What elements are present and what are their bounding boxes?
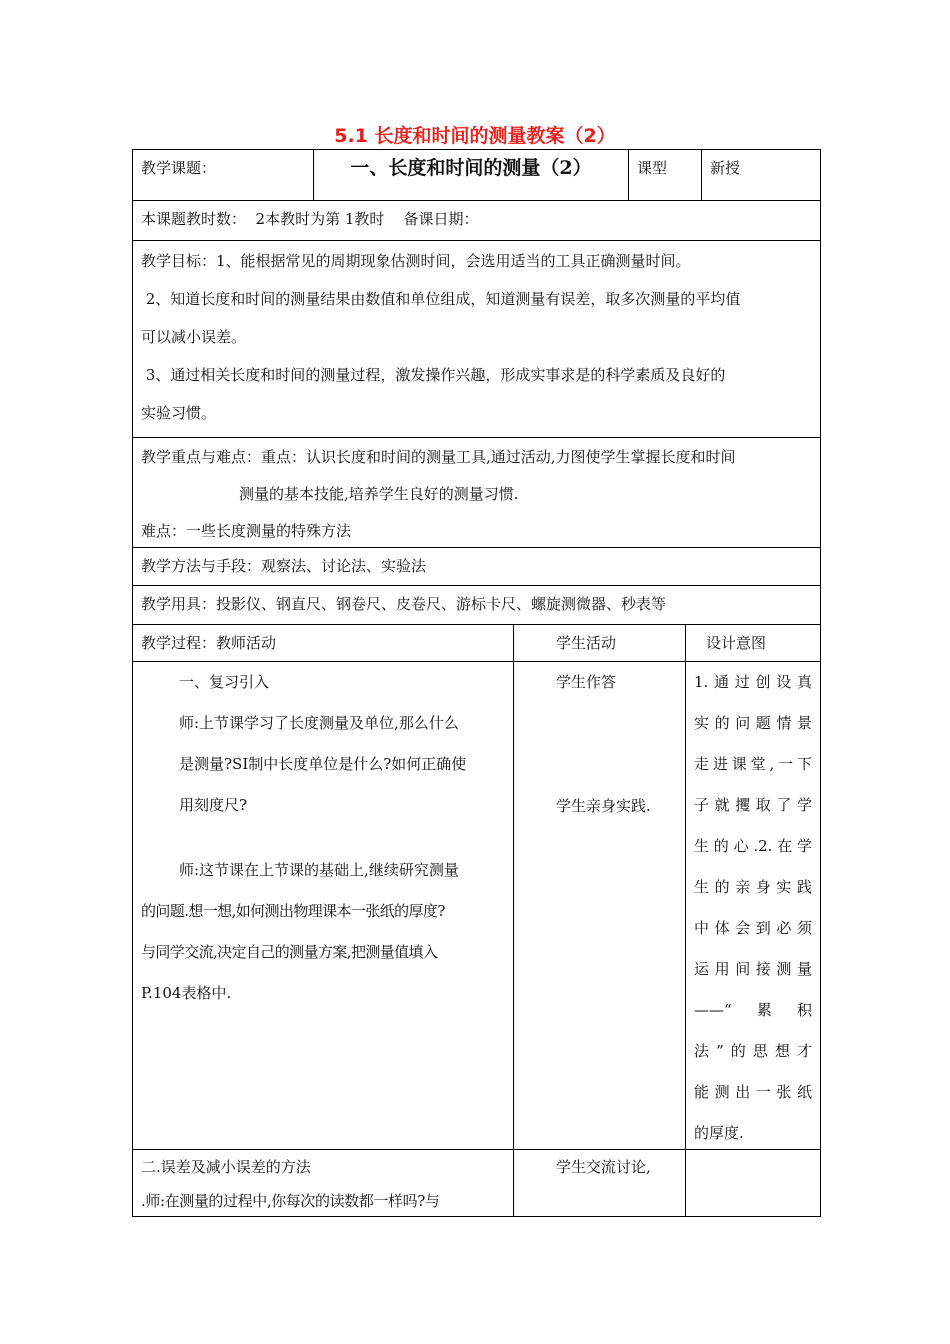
methods-text: 教学方法与手段：观察法、讨论法、实验法: [141, 557, 427, 575]
subject-title: 一、长度和时间的测量（2）: [350, 157, 592, 179]
lesson-plan-table: [132, 149, 821, 1217]
section1-design-cell: [686, 662, 821, 1150]
methods-row: [133, 548, 821, 586]
objectives-line-5: 实验习惯。: [141, 404, 217, 422]
design-intent-header: [686, 625, 821, 662]
teacher-activity-header: [133, 625, 514, 662]
type-value-cell: [702, 150, 821, 201]
section1-design-line: 运用间接测量: [694, 960, 812, 978]
key-points-cell: [133, 438, 821, 548]
type-label: 课型: [637, 159, 668, 177]
subject-label-cell: [133, 150, 314, 201]
teacher-activity-label: 教学过程：教师活动: [141, 634, 277, 652]
section1-teacher-cell: [133, 662, 514, 1150]
subject-title-cell: [314, 150, 629, 201]
section1-teacher-line: 师:上节课学习了长度测量及单位,那么什么: [179, 714, 459, 732]
section1-student-cell: [514, 662, 686, 1150]
document-title: 5.1 长度和时间的测量教案（2）: [334, 125, 616, 147]
section1-teacher-line: 与同学交流,决定自己的测量方案,把测量值填入: [141, 943, 438, 961]
section1-teacher-line: 的问题.想一想,如何测出物理课本一张纸的厚度?: [141, 902, 445, 920]
section1-design-line: 中体会到必须: [694, 919, 812, 937]
section1-design-line: 1.通过创设真: [694, 673, 812, 691]
section1-design-line: 生的亲身实践: [694, 878, 812, 896]
section1-teacher-line: P.104表格中.: [141, 984, 232, 1002]
periods-text: 本课题教时数： 2本教时为第 1教时 备课日期：: [141, 210, 479, 228]
tools-row: [133, 586, 821, 625]
section2-teacher-cell: [133, 1150, 514, 1217]
section2-design-cell: [686, 1150, 821, 1217]
tools-text: 教学用具：投影仪、钢直尺、钢卷尺、皮卷尺、游标卡尺、螺旋测微器、秒表等: [141, 595, 667, 613]
student-activity-label: 学生活动: [556, 634, 617, 652]
section1-design-line: 能测出一张纸: [694, 1083, 812, 1101]
type-label-cell: [629, 150, 702, 201]
section1-teacher-line: 用刻度尺?: [179, 796, 248, 814]
section1-student-line: 学生亲身实践.: [556, 797, 651, 815]
section1-design-line: 生的心.2.在学: [694, 837, 812, 855]
key-points-line-3: 难点：一些长度测量的特殊方法: [141, 522, 352, 540]
type-value: 新授: [710, 159, 741, 177]
key-points-line-1: 教学重点与难点：重点：认识长度和时间的测量工具,通过活动,力图使学生掌握长度和时间: [141, 448, 736, 466]
objectives-line-2: 2、知道长度和时间的测量结果由数值和单位组成，知道测量有误差，取多次测量的平均值: [141, 290, 741, 308]
section1-design-line: 法”的思想才: [694, 1042, 812, 1060]
section1-design-line: 实的问题情景: [694, 714, 812, 732]
objectives-cell: [133, 241, 821, 438]
section1-design-line: 走进课堂,一下: [694, 755, 812, 773]
periods-row: [133, 201, 821, 241]
subject-label: 教学课题：: [141, 159, 217, 177]
student-activity-header: [514, 625, 686, 662]
objectives-line-3: 可以减小误差。: [141, 328, 247, 346]
section1-design-line: 的厚度.: [694, 1124, 744, 1142]
section1-student-line: 学生作答: [556, 673, 617, 691]
section1-teacher-line: 是测量?SI制中长度单位是什么?如何正确使: [179, 755, 467, 773]
section2-student-cell: [514, 1150, 686, 1217]
objectives-line-1: 教学目标：1、能根据常见的周期现象估测时间，会选用适当的工具正确测量时间。: [141, 252, 691, 270]
section2-student-line: 学生交流讨论,: [556, 1158, 651, 1176]
section1-design-line: ——“累积: [694, 1001, 812, 1019]
section1-design-line: 子就攫取了学: [694, 796, 812, 814]
objectives-line-4: 3、通过相关长度和时间的测量过程，激发操作兴趣，形成实事求是的科学素质及良好的: [141, 366, 726, 384]
design-intent-label: 设计意图: [706, 634, 767, 652]
key-points-line-2: 测量的基本技能,培养学生良好的测量习惯.: [239, 485, 519, 503]
section2-teacher-line: .师:在测量的过程中,你每次的读数都一样吗?与: [141, 1192, 440, 1210]
section2-teacher-line: 二.误差及减小误差的方法: [141, 1158, 311, 1176]
section1-teacher-line: 一、复习引入: [179, 673, 270, 691]
section1-teacher-line: 师:这节课在上节课的基础上,继续研究测量: [179, 861, 459, 879]
